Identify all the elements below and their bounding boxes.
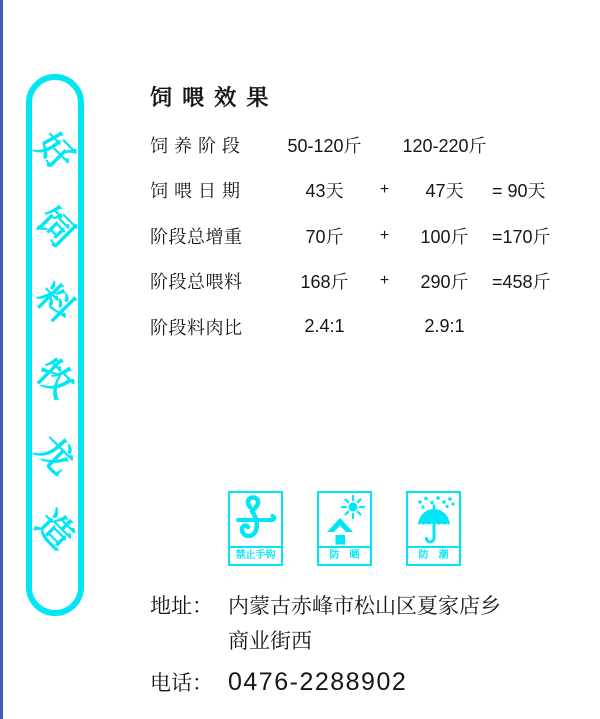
banner-char: 料	[28, 275, 83, 330]
address-label: 地址：	[150, 595, 213, 618]
stage2-value: 290斤	[420, 272, 469, 293]
plus-sign: +	[379, 272, 390, 290]
stage1-value: 2.4:1	[304, 316, 345, 337]
plus-sign: +	[379, 226, 390, 244]
icon-label: 禁止手钩	[230, 546, 281, 564]
stage1-value: 50-120斤	[287, 135, 362, 156]
sun-protection-icon	[319, 493, 370, 546]
icon-box-no-hand-hook	[228, 491, 283, 566]
icon-label: 防 潮	[408, 546, 459, 564]
stage2-value: 100斤	[420, 226, 469, 247]
stage1-value: 70斤	[305, 226, 344, 247]
contact-block	[150, 594, 501, 698]
table-row	[150, 259, 580, 305]
address-line-1	[150, 594, 501, 620]
icon-box-moisture-protection	[406, 491, 461, 566]
row-total: =458斤	[492, 272, 551, 293]
moisture-protection-icon	[408, 493, 459, 546]
icon-box-sun-protection	[317, 491, 372, 566]
stage2-value: 47天	[425, 181, 464, 202]
table-row	[150, 122, 580, 168]
row-total: =170斤	[492, 226, 551, 247]
phone-number: 0476-2288902	[228, 667, 408, 696]
banner-char: 好	[28, 124, 83, 179]
feeding-results-table	[150, 122, 580, 350]
banner-char: 龙	[28, 426, 83, 482]
banner-char: 饲	[28, 199, 83, 255]
row-label: 饲 喂 日 期	[150, 181, 241, 202]
table-row	[150, 168, 580, 214]
icon-label: 防 晒	[319, 546, 370, 564]
address-text: 内蒙古赤峰市松山区夏家店乡	[228, 595, 501, 618]
row-total: = 90天	[492, 181, 546, 202]
row-label: 阶段总喂料	[150, 272, 243, 293]
stage1-value: 168斤	[300, 272, 349, 293]
packaging-icons	[228, 491, 461, 566]
row-label: 饲 养 阶 段	[150, 135, 241, 156]
side-banner	[26, 74, 84, 616]
section-title: 饲 喂 效 果	[150, 85, 271, 110]
table-row	[150, 304, 580, 350]
row-label: 阶段料肉比	[150, 317, 243, 338]
row-label: 阶段总增重	[150, 226, 243, 247]
stage1-value: 43天	[305, 181, 344, 202]
no-hand-hook-icon	[230, 493, 281, 546]
left-edge-line	[0, 0, 3, 719]
phone-label: 电话：	[150, 671, 213, 695]
address-line-2: 商业街西	[228, 630, 312, 654]
phone-line	[150, 667, 501, 698]
banner-char: 造	[28, 502, 83, 558]
stage2-value: 2.9:1	[424, 316, 465, 337]
stage2-value: 120-220斤	[402, 135, 487, 156]
plus-sign: +	[379, 181, 390, 199]
table-row	[150, 213, 580, 259]
banner-char: 牧	[28, 351, 83, 406]
